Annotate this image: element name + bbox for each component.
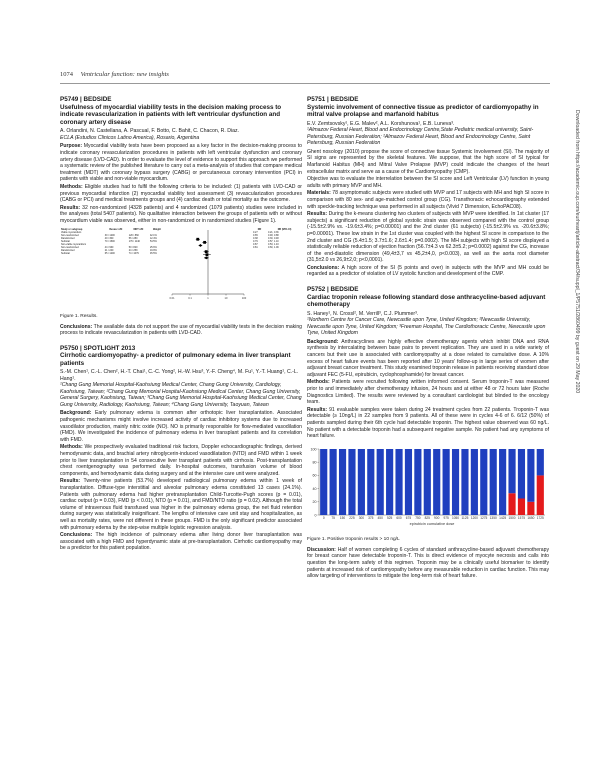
bar-negative bbox=[358, 449, 365, 515]
abstract-id: P5749 | BEDSIDE bbox=[60, 96, 112, 103]
paragraph bbox=[307, 379, 549, 405]
x-tick-label: 450 bbox=[377, 515, 383, 520]
paragraph-text: The available data do not support the use of myocardial viability tests in the decision making process to indicate revascularization in patients with LVD-CAD. bbox=[60, 323, 303, 337]
forest-plot-figure bbox=[60, 228, 302, 312]
forest-header: RR (95% CI) bbox=[277, 227, 292, 231]
paragraph bbox=[307, 176, 549, 189]
forest-cell: 176 / 1140 bbox=[128, 239, 140, 243]
y-tick-label: 100 bbox=[310, 447, 317, 452]
bar-negative bbox=[518, 449, 525, 499]
axis-tick-label: 1 bbox=[207, 296, 209, 300]
forest-cell: 42.1% bbox=[149, 233, 157, 237]
abstract-title: Cardiac troponin release following standard dose anthracycline-based adjuvant chemotherapy bbox=[307, 293, 546, 309]
paragraph-label: Discussion: bbox=[307, 546, 336, 553]
page-number: 1074 bbox=[60, 71, 73, 78]
bar-positive bbox=[508, 493, 515, 515]
effect-marker bbox=[205, 250, 208, 253]
running-header bbox=[60, 71, 169, 78]
bar-negative bbox=[405, 449, 412, 515]
paragraph-text: 32 non-randomized (4328 patients) and 4 randomized (1079 patients) studies were included in the analyses (total 5407 patients). No qualitative interaction between the groups of patients with or without myocardium viable was observed, either in non-randomized or in randomized studies (Figure 1). bbox=[60, 204, 303, 224]
authors: A. Orlandini, N. Castellana, A. Pascual, F. Botto, C. Bahit, C. Chacon, R. Diaz. bbox=[60, 128, 240, 135]
bar-negative bbox=[443, 449, 450, 515]
forest-cell: 0.48, 0.88 bbox=[267, 233, 279, 237]
x-axis-label: epirubicin cumulative dose bbox=[409, 521, 455, 526]
pooled-diamond bbox=[199, 244, 203, 247]
axis-tick-label: 10 bbox=[224, 296, 228, 300]
paragraph bbox=[60, 205, 302, 225]
paragraph-text: Eligible studies had to fulfil the following criteria to be included: (1) patients with LVD-CAD or previous myocardial infarction (2) myocardial viability test assessment (3) revascularization procedures (CABG or PCI) and medical treatments groups and (4) cardiac death or total mortality as the outcome. bbox=[60, 183, 302, 204]
x-tick-label: 1725 bbox=[536, 515, 544, 520]
forest-cell: 54.5% bbox=[149, 239, 157, 243]
paragraph-label: Results: bbox=[307, 406, 328, 413]
x-tick-label: 225 bbox=[349, 515, 355, 520]
x-tick-label: 525 bbox=[386, 515, 393, 520]
x-tick-label: 1125 bbox=[461, 515, 469, 520]
bar-positive bbox=[518, 498, 525, 515]
abstract-title: Usefulness of myocardial viability tests in the decision making process to indicate revascularization in patients with left ventricular dysfunction and coronary artery disease bbox=[60, 103, 282, 126]
paragraph-text: During the k-means clustering two clusters of subjects with MVP were identified. In 1st cluster (17 subjects) a significant reduction of global systolic strain was observed compared with the control group (-15.5±2.9% vs. -19.6±3.4%; p=0.00001) and the 2nd cluster (61 subjects) (-15.5±2.9% vs. -20.6±3.8%; p=0.00001). These low strain in the 1st cluster was coupled with the highest SI score in comparison to the 2nd cluster and CG (5.4±1.5; 3.7±1.6; 2.6±1.4; p=0.0002). The MH subjects with high SI score displayed a statistically reliable reduction of ejection fraction (56.7±4.3 vs 62.3±5.2; p=0.0002) against the CG, increase of the end-diastolic dimension (49,4±3,7 vs 45,2±4,0, p<0.003), as well as the aorta root diameter (31,5±2.0 vs 26,9±2,0; p<0,0001). bbox=[307, 211, 549, 264]
paragraph-text: Half of women completing 6 cycles of standard anthracycline-based adjuvant chemotherapy for breast cancer have detectable troponin-T. This is direct evidence of myocyte necrosis and calls into question the long-term safety of this regimen. Troponin may be a clinically useful biomarker to identify patients at increased risk of cardiomyopathy before any measurable reduction in cardiac function. This may allow targeting of interventions to mitigate the long-term risk of heart failure. bbox=[307, 546, 549, 580]
bar-negative bbox=[508, 449, 515, 493]
forest-cell: 0.27 bbox=[253, 230, 258, 234]
bar-negative bbox=[395, 449, 402, 515]
download-note: Downloaded from https://academic.oup.com/eurheartj/article-abstract/34/suppl_1/P5751/2860499 by guest on 29 May 2020 bbox=[574, 110, 580, 394]
bar-positive bbox=[527, 502, 534, 515]
forest-cell: 0.60, 1.09 bbox=[267, 245, 279, 249]
forest-header: Revasc n/N bbox=[109, 227, 123, 231]
forest-cell: 19.9% bbox=[149, 248, 157, 252]
forest-cell: Viable myocardium bbox=[61, 230, 82, 234]
forest-header: RR bbox=[257, 227, 262, 231]
abstract-title: Cirrhotic cardiomyopathy- a predictor of pulmonary edema in liver transplant patients bbox=[60, 352, 291, 367]
forest-cell: 120 / 860 bbox=[128, 233, 139, 237]
paragraph bbox=[60, 532, 302, 552]
forest-cell: 0.79 bbox=[253, 239, 258, 243]
forest-row bbox=[60, 252, 165, 255]
bar-negative bbox=[537, 449, 544, 475]
forest-cell: 21 / 240 bbox=[104, 248, 114, 252]
effect-marker bbox=[203, 240, 206, 243]
affiliation: ¹Chang Gung Memorial Hospital-Kaohsiung Medical Center, Chang Gung University, Cardiology, Kaohsiung, Taiwan; ²Chang Gung Memorial Hospital-Kaohsiung Medical Center, Chang Gung University, General Surgery, Kaohsiung, Taiwan; ³Chang Gung Memorial Hospital-Kaohsiung Medical Center, Chang Gung University, Radiology, Kaohsiung, Taiwan; ⁴Chang Gung University, Taoyuan, Taiwan bbox=[60, 382, 302, 408]
paragraph bbox=[60, 478, 302, 531]
axis-tick-label: 0.01 bbox=[169, 296, 175, 300]
bar-negative bbox=[527, 449, 534, 502]
bar-negative bbox=[330, 449, 337, 515]
x-tick-label: 675 bbox=[405, 515, 412, 520]
paragraph bbox=[60, 410, 302, 443]
paragraph-text: 91 evaluable samples were taken during 24 treatment cycles from 22 patients. Troponin-T was detectable (≥ 10ng/L) in 22 samples from 9 patients. All of these were in cycles 4-6 of 6. 6/12 (50%) of patients sampled during their 6th cycle had detectable troponin. The highest value observed was 60 ng/L. No patient with a detectable troponin had a subsequent negative sample. No patient had any symptoms of heart failure. bbox=[307, 406, 549, 440]
affiliation: ECLA (Estudios Clinicos Latino America), Rosario, Argentina bbox=[60, 134, 200, 141]
authors: S.-M. Chen¹, C.-L. Chen², H.-T. Chai¹, C.-C. Yong², H.-W. Hsu³, Y.-F. Cheng⁴, M. Fu¹, Y.-T. Huang¹, C.-L. Hang¹. bbox=[60, 369, 299, 382]
forest-cell: 0.87 bbox=[253, 242, 258, 246]
forest-cell: 0.57, 1.10 bbox=[267, 239, 279, 243]
forest-cell: 12.4% bbox=[149, 236, 157, 240]
forest-header: Study or subgroup bbox=[61, 227, 83, 231]
paragraph bbox=[60, 184, 302, 204]
x-tick-label: 1500 bbox=[508, 515, 516, 520]
figure-caption: Figure 1. Results. bbox=[60, 313, 98, 319]
bar-negative bbox=[433, 449, 440, 515]
paragraph-text: 78 asymptomatic subjects were studied with MVP and 17 subjects with MH and high SI score in comparison with 80 sex- and age-matched control group (CG). Transthoracic echocardiography extended with speckle-tracking technique was performed in all subjects (Vivid 7 Dimension, EchoPAC08). bbox=[307, 190, 549, 210]
x-tick-label: 75 bbox=[331, 515, 335, 520]
paragraph-label: Methods: bbox=[60, 444, 83, 451]
abstract-p5750 bbox=[60, 345, 302, 552]
forest-plot bbox=[168, 228, 248, 308]
effect-marker bbox=[196, 237, 199, 240]
x-tick-label: 825 bbox=[424, 515, 430, 520]
paragraph bbox=[307, 339, 549, 379]
paragraph-text: Ghent nosology (2010) propose the score of connective tissue Systemic Involvement (SI). The majority of SI signs are represented by the skeletal features. We suppose, that the high score of SI typical for Marfanoid Habitus (MH) and Mitral Valve Prolapse (MVP) could indicate the changes of the heart extracellular matrix and serve as a cause of the Cardiomyopathy (CMP). bbox=[307, 148, 549, 175]
x-tick-label: 1350 bbox=[489, 515, 497, 520]
forest-cell: 74 / 1079 bbox=[128, 251, 139, 255]
paragraph bbox=[60, 143, 302, 183]
paragraph bbox=[307, 265, 549, 278]
x-tick-label: 600 bbox=[396, 515, 402, 520]
x-tick-label: 1200 bbox=[470, 515, 478, 520]
forest-cell: 70 / 1500 bbox=[104, 239, 115, 243]
x-tick-label: 750 bbox=[415, 515, 421, 520]
paragraph-text: Myocardial viability tests have been proposed as a key factor in the decision-making process to indicate coronary revascularization procedures in patients with left ventricular dysfunction and coronary artery disease (LVD-CAD). In order to evaluate the level of evidence to support this approach we performed a systematic review of the published literature to carry out a meta-analysis of studies that compare medical treatment (MDT) with coronary bypass surgery (CABG) or percutaneous coronary intervention (PCI) in patients with viable and non-viable myocardium. bbox=[60, 143, 302, 183]
left-column bbox=[60, 96, 302, 558]
paragraph-label: Background: bbox=[60, 410, 92, 417]
x-tick-label: 1275 bbox=[480, 515, 488, 520]
paragraph-label: Background: bbox=[307, 338, 339, 345]
forest-cell: 44 / 960 bbox=[104, 245, 114, 249]
paragraph-label: Conclusions: bbox=[60, 532, 93, 539]
bar-negative bbox=[339, 449, 346, 515]
affiliation: ¹Northern Centre for Cancer Care, Newcastle upon Tyne, United Kingdom; ²Newcastle University, Newcastle upon Tyne, United Kingdom; ³Freeman Hospital, The Cardiothoracic Centre, Newcastle upon Tyne, United Kingdom bbox=[307, 317, 546, 337]
abstract-id: P5752 | BEDSIDE bbox=[307, 286, 359, 294]
paragraph-label: Materials: bbox=[307, 190, 331, 197]
forest-cell: 65 / 1200 bbox=[104, 251, 115, 255]
authors: S. Haney¹, N. Crossl², M. Verrill³, C.J. Plummer³. bbox=[307, 310, 419, 317]
forest-cell: 56 / 280 bbox=[128, 236, 138, 240]
paragraph-label: Results: bbox=[60, 204, 81, 211]
y-tick-label: 20 bbox=[312, 499, 317, 504]
forest-cell: Non-randomized bbox=[61, 233, 79, 237]
forest-row bbox=[252, 246, 302, 249]
x-tick-label: 0 bbox=[322, 515, 325, 520]
paragraph-text: We prospectively evaluated traditional risk factors, Doppler echocardiographic findings, derived hemodynamic data, and brachial artery nitroglycerin-induced vasodilatation (NTD) and FMD within 1 week prior to liver transplantation in 54 consecutive liver transplant patients with cirrhosis. Post-transplantation chest roentgenography was performed daily. In-hospital outcomes, transfusion volume of blood components, and hemodynamic data during surgery and at the intensive care unit were analyzed. bbox=[60, 444, 302, 477]
bar-negative bbox=[367, 449, 374, 515]
forest-cell: 30 / 1200 bbox=[104, 233, 115, 237]
forest-cell: Subtotal bbox=[61, 251, 70, 255]
forest-cell: 0.65 bbox=[253, 233, 258, 237]
paragraph bbox=[60, 444, 302, 477]
forest-cell: Randomized bbox=[61, 248, 75, 252]
paragraph bbox=[307, 407, 549, 440]
x-tick-label: 1575 bbox=[517, 515, 526, 520]
header-rule bbox=[60, 83, 550, 84]
paragraph-label: Methods: bbox=[307, 379, 330, 386]
troponin-chart-figure bbox=[307, 443, 549, 535]
paragraph-label: Conclusions: bbox=[60, 323, 93, 330]
affiliation: ¹Almazov Federal Heart, Blood and Endocrinology Centre,State Pediatric medical university, Saint-Petersburg, Russian Federation; ²Almazov Federal Heart, Blood and Endocrinology Centre, Saint Petersburg, Russian Federation bbox=[307, 127, 534, 147]
axis-tick-label: 100 bbox=[241, 296, 247, 300]
paragraph bbox=[60, 324, 302, 337]
x-tick-label: 1650 bbox=[527, 515, 535, 520]
abstract-id: P5751 | BEDSIDE bbox=[307, 96, 359, 103]
paragraph-text: Twenty-nine patients (53.7%) developed radiological pulmonary edema within 1 week of transplantation. Diffuse-type interstitial and alveolar pulmonary edema constituted 13 cases (24.1%). Patients with pulmonary edema had higher pretransplantation Child-Turcotte-Pugh scores (p = 0.01), cardiac output (p = 0.03), FMD (p < 0.01), NTD (p = 0.01), and FMD/NTD ratio (p = 0.02). Although the total volume of intravenous fluid transfused was higher in the pulmonary edema group, the net fluid retention during surgery was statistically insignificant. The lengths of intensive care unit stay and hospitalization, as well as mortality rates, were not different in these groups. FMD is the only significant predictor associated with pulmonary edema by the step-wise multiple logistic regression analysis. bbox=[60, 478, 303, 531]
paragraph-text: Objective was to evaluate the interrelation between the SI score and Left Ventricular (LV) function in young adults with primary MVP and MH. bbox=[307, 176, 549, 189]
forest-header: MDT n/N bbox=[133, 227, 144, 231]
abstract-title: Systemic involvement of connective tissue as predictor of cardiomyopathy in mitral valve prolapse and marfanoid habitus bbox=[307, 103, 539, 119]
paragraph bbox=[307, 547, 549, 580]
forest-cell: Randomized bbox=[61, 236, 75, 240]
forest-cell: 50 / 820 bbox=[128, 245, 138, 249]
paragraph-label: Results: bbox=[307, 211, 328, 218]
x-tick-label: 150 bbox=[339, 515, 346, 520]
bar-negative bbox=[471, 449, 478, 515]
effect-marker bbox=[206, 253, 209, 256]
bar-positive bbox=[537, 475, 544, 515]
forest-rr-table bbox=[252, 228, 302, 249]
forest-cell: 0.21, 0.36 bbox=[267, 230, 279, 234]
paragraph-label: Purpose: bbox=[60, 143, 83, 150]
forest-cell: 0.38 bbox=[253, 236, 258, 240]
forest-cell: Non-randomized bbox=[61, 245, 79, 249]
bar-negative bbox=[348, 449, 355, 515]
bar-negative bbox=[414, 449, 421, 515]
paragraph bbox=[307, 190, 549, 210]
abstract-id: P5750 | SPOTLIGHT 2013 bbox=[60, 344, 136, 352]
paragraph-text: Patients were recruited following written informed consent. Serum troponin-T was measured prior to and immediately after chemotherapy infusion, 24 hours and at either 48 or 72 hours later (Roche Diagnostics Limited). The results were reviewed by a consultant cardiologist but blinded to the oncology team. bbox=[307, 379, 549, 406]
running-title: Ventricular function: new insights bbox=[80, 71, 169, 78]
troponin-bar-chart bbox=[307, 443, 549, 535]
y-tick-label: 40 bbox=[312, 486, 317, 491]
paragraph-text: The high incidence of pulmonary edema after living donor liver transplantation was associated with a high FMD and hyperdynamic state at pre-transplantation. Cirrhotic cardiomyopathy may be a predictor for this patient population. bbox=[60, 532, 302, 552]
forest-cell: 0.53, 1.43 bbox=[267, 242, 279, 246]
y-tick-label: 60 bbox=[312, 473, 317, 478]
x-tick-label: 975 bbox=[443, 515, 449, 520]
bar-negative bbox=[480, 449, 487, 515]
authors: E.V. Zemtsovsky¹, E.G. Malev², A.L. Korshunova¹, E.B. Luneva³. bbox=[307, 120, 455, 127]
y-tick-label: 0 bbox=[314, 513, 317, 518]
paragraph-text: Anthracyclines are highly effective chemotherapy agents which inhibit DNA and RNA synthesis by intercalating between base pairs to prevent replication. They are used in a wide variety of cancers but their use is associated with cardiomyopathy at a dose related to cumulative dose. A 10% excess of heart failure events has been reported after 10 years' follow-up in large series of women after adjuvant breast cancer treatment. This study examined troponin release in patients receiving standard dose adjuvant FEC (5-FU, epirubicin, cyclophosphamide) for breast cancer. bbox=[307, 338, 549, 378]
bar-negative bbox=[377, 449, 384, 515]
x-tick-label: 375 bbox=[368, 515, 374, 520]
bar-negative bbox=[386, 449, 393, 515]
forest-cell: Subtotal bbox=[61, 239, 70, 243]
bar-negative bbox=[490, 449, 497, 515]
x-tick-label: 1050 bbox=[451, 515, 460, 520]
forest-table bbox=[60, 228, 165, 255]
paragraph bbox=[307, 149, 549, 175]
x-tick-label: 300 bbox=[358, 515, 365, 520]
forest-cell: 25.6% bbox=[149, 245, 157, 249]
bar-negative bbox=[320, 449, 327, 515]
paragraph-label: Methods: bbox=[60, 183, 83, 190]
forest-cell: 45.5% bbox=[149, 251, 157, 255]
forest-cell: 40 / 300 bbox=[104, 236, 114, 240]
forest-cell: 24 / 259 bbox=[128, 248, 138, 252]
forest-header: Weight bbox=[153, 227, 161, 231]
forest-cell: Non-viable myocardium bbox=[61, 242, 87, 246]
forest-cell: 0.81 bbox=[253, 245, 258, 249]
abstract-p5749 bbox=[60, 96, 302, 337]
y-tick-label: 80 bbox=[312, 460, 317, 465]
x-tick-label: 1425 bbox=[499, 515, 507, 520]
paragraph bbox=[307, 211, 549, 264]
paragraph-label: Conclusions: bbox=[307, 264, 340, 271]
bar-negative bbox=[461, 449, 468, 515]
right-column bbox=[307, 96, 549, 586]
bar-negative bbox=[499, 449, 506, 515]
bar-negative bbox=[424, 449, 431, 515]
axis-tick-label: 0.1 bbox=[188, 296, 192, 300]
x-tick-label: 900 bbox=[434, 515, 440, 520]
bar-negative bbox=[452, 449, 459, 515]
paragraph-text: Early pulmonary edema is common after orthotopic liver transplantation. Associated pathogenic mechanisms might involve increased activity of cardiac inhibitory systems due to increased vasodilator production, mainly nitric oxide (NO). NO is primarily responsible for flow-mediated vasodilation (FMD). We investigated the incidence of pulmonary edema in liver transplant patients and its correlation with FMD. bbox=[60, 410, 303, 443]
download-watermark bbox=[574, 110, 588, 630]
abstract-p5751 bbox=[307, 96, 549, 278]
figure-caption: Figure 1. Positive troponin results > 10 ng/L bbox=[307, 536, 400, 542]
forest-cell: 0.30, 0.48 bbox=[267, 236, 279, 240]
abstract-p5752 bbox=[307, 286, 549, 580]
paragraph-label: Results: bbox=[60, 478, 81, 485]
paragraph-text: A high score of the SI (5 points and over) in subjects with the MVP and MH could be regarded as a predictor of violation of LV systolic function and development of the CMP. bbox=[307, 264, 549, 278]
